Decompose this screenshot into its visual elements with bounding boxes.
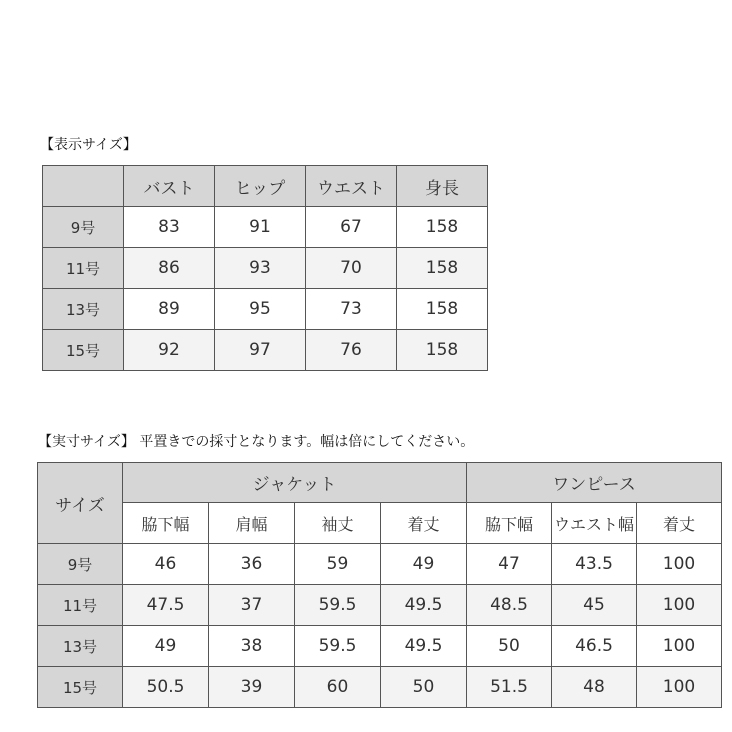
table-cell: 51.5 — [467, 667, 552, 708]
table-cell: 70 — [306, 248, 397, 289]
table-cell: 83 — [124, 207, 215, 248]
table-cell: 38 — [209, 626, 295, 667]
table-cell: 86 — [124, 248, 215, 289]
table-cell: 73 — [306, 289, 397, 330]
table-cell: 36 — [209, 544, 295, 585]
table-cell: 158 — [397, 289, 488, 330]
col-header-hip: ヒップ — [215, 166, 306, 207]
table-cell: 158 — [397, 207, 488, 248]
table-cell: 49 — [381, 544, 467, 585]
table-cell: 158 — [397, 248, 488, 289]
subcol-header: 脇下幅 — [123, 503, 209, 544]
subcol-header: ウエスト幅 — [552, 503, 637, 544]
table-cell: 39 — [209, 667, 295, 708]
table-row — [43, 330, 488, 371]
table-cell: 43.5 — [552, 544, 637, 585]
group-header-jacket: ジャケット — [123, 463, 467, 503]
table-cell: 46.5 — [552, 626, 637, 667]
col-header-bust: バスト — [124, 166, 215, 207]
table-cell: 48 — [552, 667, 637, 708]
table-cell: 100 — [637, 544, 722, 585]
table-cell: 59.5 — [295, 585, 381, 626]
subcol-header: 着丈 — [637, 503, 722, 544]
table-row — [43, 207, 488, 248]
table-subheader-row — [38, 503, 722, 544]
table-cell: 60 — [295, 667, 381, 708]
table-cell: 76 — [306, 330, 397, 371]
table-cell: 93 — [215, 248, 306, 289]
table-cell: 45 — [552, 585, 637, 626]
table-cell: 47.5 — [123, 585, 209, 626]
table-cell: 95 — [215, 289, 306, 330]
col-header-height: 身長 — [397, 166, 488, 207]
subcol-header: 着丈 — [381, 503, 467, 544]
table-cell: 49 — [123, 626, 209, 667]
actual-size-title: 【実寸サイズ】 平置きでの採寸となります。幅は倍にしてください。 — [38, 434, 475, 450]
corner-cell — [43, 166, 124, 207]
row-label: 15号 — [43, 330, 124, 371]
table-cell: 48.5 — [467, 585, 552, 626]
row-label: 13号 — [43, 289, 124, 330]
table-cell: 91 — [215, 207, 306, 248]
table-cell: 59 — [295, 544, 381, 585]
row-label: 13号 — [38, 626, 123, 667]
table-cell: 47 — [467, 544, 552, 585]
size-corner-cell: サイズ — [38, 463, 123, 544]
col-header-waist: ウエスト — [306, 166, 397, 207]
table-cell: 100 — [637, 626, 722, 667]
table-cell: 50 — [381, 667, 467, 708]
subcol-header: 袖丈 — [295, 503, 381, 544]
table-row — [38, 585, 722, 626]
table-cell: 49.5 — [381, 585, 467, 626]
table-cell: 50.5 — [123, 667, 209, 708]
row-label: 9号 — [43, 207, 124, 248]
table-cell: 46 — [123, 544, 209, 585]
table-cell: 49.5 — [381, 626, 467, 667]
table-cell: 100 — [637, 585, 722, 626]
table-row — [38, 626, 722, 667]
actual-size-table — [37, 462, 722, 708]
table-cell: 89 — [124, 289, 215, 330]
table-cell: 158 — [397, 330, 488, 371]
table-row — [38, 667, 722, 708]
table-cell: 67 — [306, 207, 397, 248]
row-label: 11号 — [43, 248, 124, 289]
table-cell: 59.5 — [295, 626, 381, 667]
display-size-table — [42, 165, 488, 371]
table-cell: 50 — [467, 626, 552, 667]
subcol-header: 肩幅 — [209, 503, 295, 544]
display-size-title: 【表示サイズ】 — [40, 137, 137, 153]
table-group-header-row — [38, 463, 722, 503]
table-header-row — [43, 166, 488, 207]
table-cell: 100 — [637, 667, 722, 708]
table-row — [43, 289, 488, 330]
row-label: 9号 — [38, 544, 123, 585]
table-row — [43, 248, 488, 289]
table-cell: 92 — [124, 330, 215, 371]
subcol-header: 脇下幅 — [467, 503, 552, 544]
group-header-onepiece: ワンピース — [467, 463, 722, 503]
row-label: 15号 — [38, 667, 123, 708]
table-cell: 37 — [209, 585, 295, 626]
table-cell: 97 — [215, 330, 306, 371]
row-label: 11号 — [38, 585, 123, 626]
table-row — [38, 544, 722, 585]
